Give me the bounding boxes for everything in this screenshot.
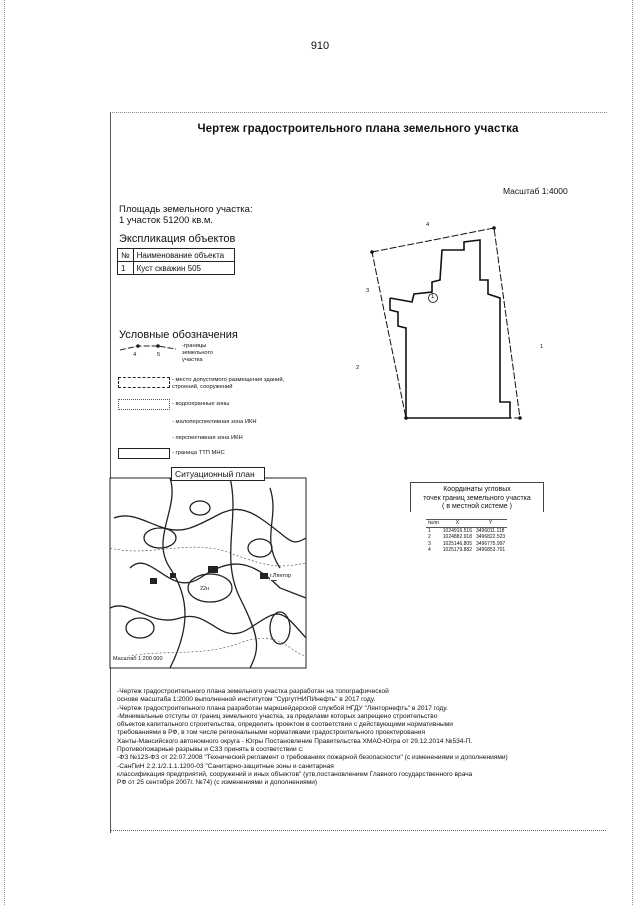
table-header-row	[118, 249, 235, 262]
ttp-boundary-symbol	[118, 448, 170, 459]
situation-label-lyantor: г.Лянтор	[270, 573, 292, 579]
note-line: Ханты-Мансийского автономного округа - Югры Постановление Правительства ХМАО-Югра от 29.12.2014 №534-П.	[117, 737, 473, 745]
header-cell: №	[118, 249, 134, 262]
table-row	[426, 547, 507, 554]
legend-boundary-label: -границы земельного участка	[182, 343, 213, 363]
note-line: -СанПиН 2.2.1/2.1.1.1200-03 "Санитарно-защитные зоны и санитарная	[117, 762, 334, 770]
coordinates-title-line: Координаты угловых	[443, 486, 511, 493]
table-row	[426, 527, 507, 534]
note-line: Противопожарные разрывы и СЗЗ принять в соответствии с:	[117, 746, 304, 754]
vertex-label-4: 4	[426, 222, 430, 228]
header-cell: Y	[488, 520, 493, 527]
note-line: классификация предприятий, сооружений и иных объектов" (утв.постановлением Главного государственного врача	[117, 770, 473, 778]
situation-label-22n: 22н	[200, 586, 210, 592]
note-line: -Чертеж градостроительного плана земельного участка разработан на топографической	[117, 688, 389, 695]
note-line: объектов капитального строительства, определить проектом в соответствии с действующими нормативными	[117, 721, 453, 729]
coordinates-title-line: точек границ земельного участка	[423, 494, 531, 502]
vertex-label-1: 1	[540, 344, 544, 350]
table-cell: 1024882.918	[442, 534, 472, 541]
note-line: РФ от 25 сентября 2007г. №74) (с изменениями и дополнениями)	[117, 779, 318, 787]
table-row	[118, 262, 235, 275]
header-cell: X	[455, 520, 460, 527]
explication-table	[117, 248, 235, 275]
right-scan-edge	[632, 0, 634, 905]
plot-drawing	[360, 222, 540, 422]
building-zone-symbol	[118, 377, 170, 388]
water-zone-symbol	[118, 399, 170, 410]
legend-building-zone-label: - место допустимого размещения зданий, строений, сооружений	[172, 377, 285, 390]
table-cell: 1025179.882	[442, 547, 472, 554]
pad-outline	[390, 240, 510, 418]
sheet-bottom-line	[110, 830, 606, 831]
legend-heading: Условные обозначения	[119, 329, 238, 341]
coordinates-title	[410, 482, 544, 512]
legend-number-5: 5	[157, 352, 161, 358]
object-marker-number: 1	[431, 294, 435, 300]
note-line: требованиями в РФ, в том числе региональными нормативами градостроительного проектирования	[117, 729, 426, 737]
plot-boundary	[370, 226, 522, 420]
legend-number-4: 4	[133, 352, 137, 358]
table-cell: 1025146.805	[442, 540, 472, 547]
page-number: 910	[310, 40, 330, 52]
legend-ttp-label: - граница ТТП МНС	[172, 450, 225, 456]
situation-plan-scale: Масштаб 1:200 000	[113, 656, 163, 662]
table-cell: 3496011.118	[475, 527, 505, 534]
boundary-line-symbol	[118, 340, 180, 362]
coordinates-title-line: ( в местной системе )	[442, 503, 512, 510]
table-cell: 1	[428, 527, 431, 534]
table-cell: 3496822.523	[475, 534, 506, 541]
table-cell: 2	[428, 534, 431, 541]
legend-ikn-label: - перспективная зона ИКН	[172, 435, 243, 441]
explication-heading: Экспликация объектов	[119, 233, 236, 245]
table-cell: 4	[428, 547, 431, 554]
note-line: -Минимальные отступы от границ земельного участка, за пределами которых запрещено строительство	[117, 712, 438, 720]
area-label: Площадь земельного участка:	[119, 204, 253, 215]
legend-low-ikn-label: - малоперспективная зона ИКН	[172, 419, 257, 425]
vertex-label-3: 3	[366, 288, 370, 294]
coordinates-table	[426, 519, 507, 554]
table-cell: 1	[118, 262, 134, 275]
table-cell: 3	[428, 540, 431, 547]
situation-plan-title: Ситуационный план	[171, 467, 265, 481]
table-cell: Куст скважин 505	[133, 262, 234, 275]
drawing-scale: Масштаб 1:4000	[503, 186, 568, 196]
drawing-title: Чертеж градостроительного плана земельного участка	[197, 123, 519, 135]
header-cell: №пп	[428, 520, 439, 527]
notes-block	[117, 688, 602, 788]
note-line: -ФЗ №123-ФЗ от 22.07.2008 "Технический регламент о требованиях пожарной безопасности" (с изменениями и дополнениями)	[117, 754, 508, 762]
header-cell: Наименование объекта	[133, 249, 234, 262]
table-header-row	[426, 520, 507, 528]
left-scan-edge	[4, 0, 6, 905]
table-cell: 3496853.701	[475, 547, 506, 554]
table-cell: 3496775.997	[475, 540, 506, 547]
legend-water-zone-label: - водоохранные зоны	[172, 401, 230, 407]
area-value: 1 участок 51200 кв.м.	[119, 215, 214, 226]
table-cell: 1024916.516	[442, 527, 472, 534]
vertex-label-2: 2	[356, 365, 360, 371]
note-line: основе масштаба 1:2000 выполненной институтом "СургутНИПИнефть" в 2017 году.	[117, 696, 376, 704]
note-line: -Чертеж градостроительного плана разработан маркшейдерской службой НГДУ "Лянторнефть" в 2017 году.	[117, 704, 448, 712]
